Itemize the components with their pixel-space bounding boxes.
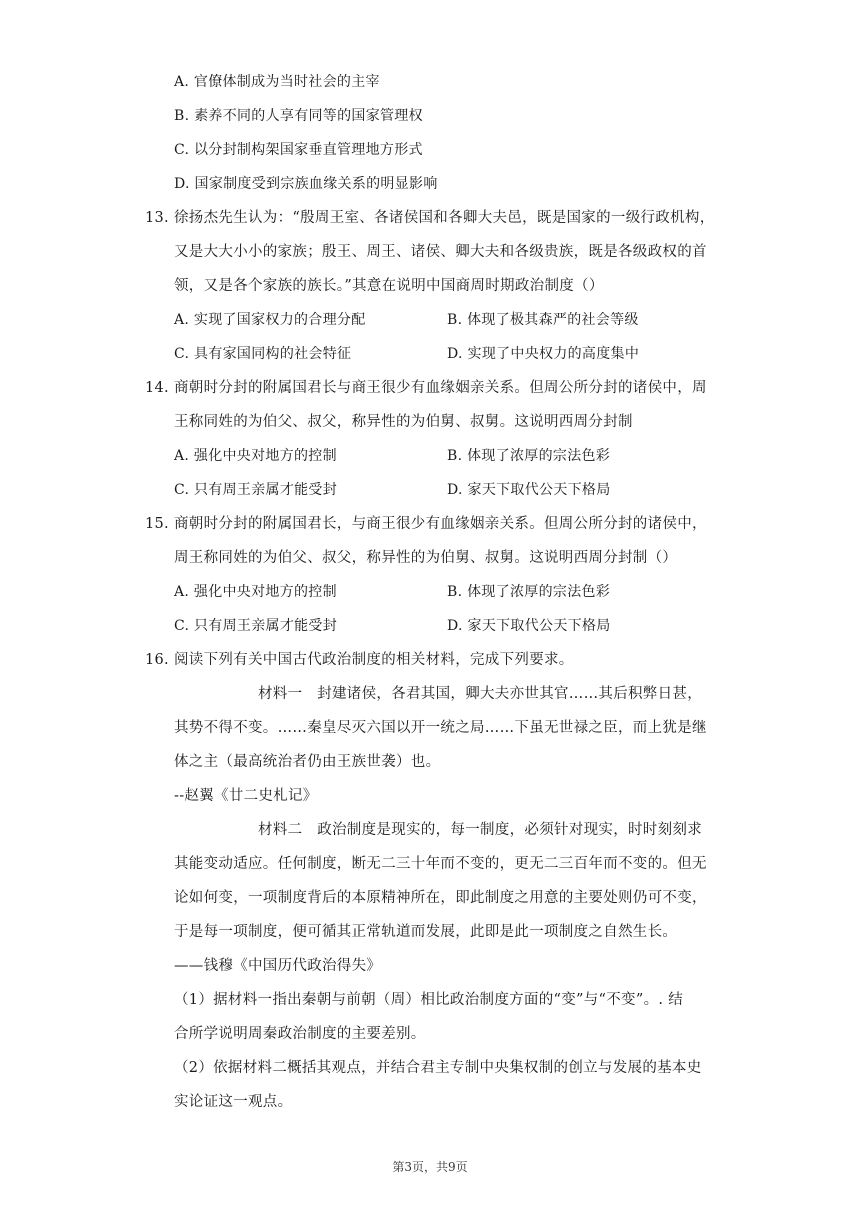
- q13-stem-line-3: 领，又是各个家族的族长。”其意在说明中国商周时期政治制度（）: [174, 278, 604, 294]
- q16-material-1-line-1: 材料一 封建诸侯，各君其国，卿大夫亦世其官……其后积弊日甚，: [258, 686, 702, 702]
- q15-option-b: B. 体现了浓厚的宗法色彩: [447, 584, 611, 600]
- q15-number: 15.: [145, 516, 169, 532]
- q12-option-c: C. 以分封制构架国家垂直管理地方形式: [174, 142, 423, 158]
- q14-stem-line-1: 商朝时分封的附属国君长与商王很少有血缘姻亲关系。但周公所分封的诸侯中，周: [174, 380, 707, 396]
- q15-stem-line-2: 周王称同姓的为伯父、叔父，称异性的为伯舅、叔舅。这说明西周分封制（）: [174, 550, 678, 566]
- q16-intro: 阅读下列有关中国古代政治制度的相关材料，完成下列要求。: [174, 652, 574, 668]
- q13-option-a: A. 实现了国家权力的合理分配: [174, 312, 366, 328]
- q13-option-b: B. 体现了极其森严的社会等级: [447, 312, 639, 328]
- q13-stem-line-2: 又是大大小小的家族；殷王、周王、诸侯、卿大夫和各级贵族，既是各级政权的首: [174, 244, 707, 260]
- q14-option-c: C. 只有周王亲属才能受封: [174, 482, 338, 498]
- q15-option-a: A. 强化中央对地方的控制: [174, 584, 337, 600]
- q15-stem-line-1: 商朝时分封的附属国君长，与商王很少有血缘姻亲关系。但周公所分封的诸侯中，: [174, 516, 707, 532]
- q16-number: 16.: [145, 652, 169, 668]
- q13-number: 13.: [145, 210, 169, 226]
- q14-option-d: D. 家天下取代公天下格局: [447, 482, 611, 498]
- q12-option-a: A. 官僚体制成为当时社会的主宰: [174, 74, 380, 90]
- q16-subquestion-2-line-2: 实论证这一观点。: [174, 1094, 293, 1110]
- q15-option-c: C. 只有周王亲属才能受封: [174, 618, 338, 634]
- q16-material-1-line-3: 体之主（最高统治者仍由王族世袭）也。: [174, 754, 441, 770]
- page-number-footer: 第3页，共9页: [392, 1160, 468, 1174]
- q12-option-d: D. 国家制度受到宗族血缘关系的明显影响: [174, 176, 438, 192]
- q13-option-d: D. 实现了中央权力的高度集中: [447, 346, 640, 362]
- q14-option-b: B. 体现了浓厚的宗法色彩: [447, 448, 611, 464]
- q16-subquestion-1-line-1: （1）据材料一指出秦朝与前朝（周）相比政治制度方面的“变”与“不变”。. 结: [174, 992, 683, 1008]
- q16-subquestion-2-line-1: （2）依据材料二概括其观点，并结合君主专制中央集权制的创立与发展的基本史: [174, 1060, 702, 1076]
- q16-material-1-source: --赵翼《廿二史札记》: [174, 788, 318, 804]
- q14-stem-line-2: 王称同姓的为伯父、叔父，称异性的为伯舅、叔舅。这说明西周分封制: [174, 414, 633, 430]
- q12-option-b: B. 素养不同的人享有同等的国家管理权: [174, 108, 423, 124]
- q16-material-2-source: ——钱穆《中国历代政治得失》: [174, 958, 382, 974]
- q14-number: 14.: [145, 380, 169, 396]
- q15-option-d: D. 家天下取代公天下格局: [447, 618, 611, 634]
- q13-option-c: C. 具有家国同构的社会特征: [174, 346, 352, 362]
- q14-option-a: A. 强化中央对地方的控制: [174, 448, 337, 464]
- q16-material-2-line-3: 论如何变，一项制度背后的本原精神所在，即此制度之用意的主要处则仍可不变，: [174, 890, 707, 906]
- q13-stem-line-1: 徐扬杰先生认为：“殷周王室、各诸侯国和各卿大夫邑，既是国家的一级行政机构，: [174, 210, 715, 226]
- q16-material-2-line-4: 于是每一项制度，便可循其正常轨道而发展，此即是此一项制度之自然生长。: [174, 924, 678, 940]
- q16-subquestion-1-line-2: 合所学说明周秦政治制度的主要差别。: [174, 1026, 426, 1042]
- q16-material-2-line-2: 其能变动适应。任何制度，断无二三十年而不变的，更无二三百年而不变的。但无: [174, 856, 707, 872]
- q16-material-2-line-1: 材料二 政治制度是现实的，每一制度，必须针对现实，时时刻刻求: [258, 822, 702, 838]
- q16-material-1-line-2: 其势不得不变。……秦皇尽灭六国以开一统之局……下虽无世禄之臣，而上犹是继: [174, 720, 707, 736]
